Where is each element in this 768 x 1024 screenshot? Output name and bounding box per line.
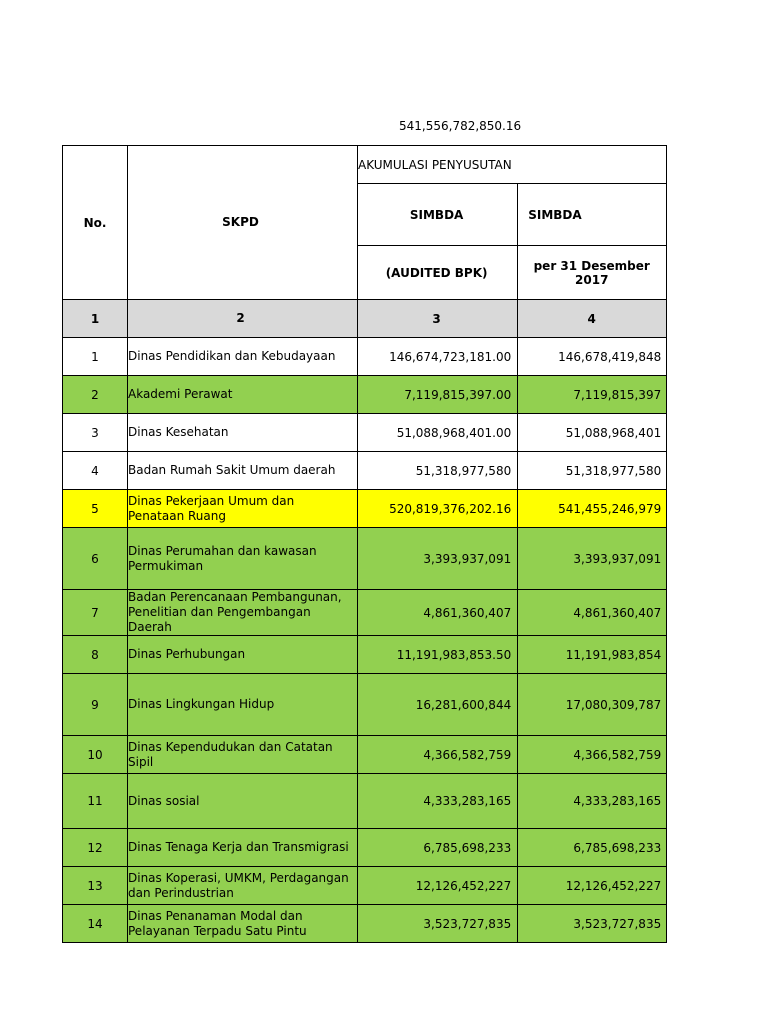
row-no: 11 [63, 774, 128, 829]
row-no: 4 [63, 452, 128, 490]
row-per2017-value: 11,191,983,854 [518, 636, 667, 674]
row-skpd: Dinas sosial [128, 774, 358, 829]
row-per2017-value: 51,088,968,401 [518, 414, 667, 452]
row-no: 2 [63, 376, 128, 414]
table-row [63, 452, 667, 490]
row-skpd: Dinas Kependudukan dan Catatan Sipil [128, 736, 358, 774]
row-skpd: Badan Perencanaan Pembangunan, Penelitian dan Pengembangan Daerah [128, 590, 358, 636]
row-per2017-value: 3,523,727,835 [518, 905, 667, 943]
column-index-row [63, 300, 667, 338]
row-no: 14 [63, 905, 128, 943]
row-per2017-value: 3,393,937,091 [518, 528, 667, 590]
row-per2017-value: 51,318,977,580 [518, 452, 667, 490]
row-no: 10 [63, 736, 128, 774]
index-cell-1: 1 [63, 300, 128, 338]
row-audited-value: 51,318,977,580 [358, 452, 518, 490]
header-col4-line2: per 31 Desember 2017 [518, 246, 667, 300]
header-col4-line1: SIMBDA [518, 184, 667, 246]
row-skpd: Dinas Pekerjaan Umum dan Penataan Ruang [128, 490, 358, 528]
index-cell-3: 3 [358, 300, 518, 338]
row-audited-value: 16,281,600,844 [358, 674, 518, 736]
index-cell-4: 4 [518, 300, 667, 338]
table-row [63, 528, 667, 590]
table-row [63, 636, 667, 674]
row-audited-value: 4,366,582,759 [358, 736, 518, 774]
table-row [63, 414, 667, 452]
row-audited-value: 520,819,376,202.16 [358, 490, 518, 528]
row-no: 9 [63, 674, 128, 736]
row-skpd: Dinas Perhubungan [128, 636, 358, 674]
row-no: 1 [63, 338, 128, 376]
row-skpd: Dinas Lingkungan Hidup [128, 674, 358, 736]
row-skpd: Dinas Perumahan dan kawasan Permukiman [128, 528, 358, 590]
depreciation-table [62, 145, 667, 943]
header-no: No. [63, 146, 128, 300]
row-audited-value: 11,191,983,853.50 [358, 636, 518, 674]
index-cell-2: 2 [128, 300, 358, 338]
row-skpd: Dinas Penanaman Modal dan Pelayanan Terpadu Satu Pintu [128, 905, 358, 943]
table-row [63, 774, 667, 829]
row-skpd: Dinas Kesehatan [128, 414, 358, 452]
header-skpd: SKPD [128, 146, 358, 300]
table-row [63, 905, 667, 943]
table-row [63, 376, 667, 414]
header-col3-line2: (AUDITED BPK) [358, 246, 518, 300]
header-group-fill [518, 146, 667, 184]
row-audited-value: 12,126,452,227 [358, 867, 518, 905]
table-row [63, 590, 667, 636]
row-no: 6 [63, 528, 128, 590]
row-per2017-value: 7,119,815,397 [518, 376, 667, 414]
row-per2017-value: 4,333,283,165 [518, 774, 667, 829]
row-audited-value: 3,523,727,835 [358, 905, 518, 943]
row-audited-value: 3,393,937,091 [358, 528, 518, 590]
header-col3-line1: SIMBDA [358, 184, 518, 246]
row-per2017-value: 17,080,309,787 [518, 674, 667, 736]
table-row [63, 674, 667, 736]
grand-total-value: 541,556,782,850.16 [399, 119, 522, 133]
row-no: 3 [63, 414, 128, 452]
row-no: 7 [63, 590, 128, 636]
row-no: 12 [63, 829, 128, 867]
row-per2017-value: 6,785,698,233 [518, 829, 667, 867]
row-skpd: Dinas Tenaga Kerja dan Transmigrasi [128, 829, 358, 867]
table-row [63, 736, 667, 774]
row-no: 13 [63, 867, 128, 905]
row-skpd: Dinas Pendidikan dan Kebudayaan [128, 338, 358, 376]
row-no: 5 [63, 490, 128, 528]
row-audited-value: 4,333,283,165 [358, 774, 518, 829]
table-row [63, 829, 667, 867]
row-skpd: Badan Rumah Sakit Umum daerah [128, 452, 358, 490]
row-skpd: Dinas Koperasi, UMKM, Perdagangan dan Perindustrian [128, 867, 358, 905]
row-audited-value: 6,785,698,233 [358, 829, 518, 867]
row-audited-value: 51,088,968,401.00 [358, 414, 518, 452]
row-per2017-value: 146,678,419,848 [518, 338, 667, 376]
row-no: 8 [63, 636, 128, 674]
row-per2017-value: 12,126,452,227 [518, 867, 667, 905]
row-per2017-value: 4,366,582,759 [518, 736, 667, 774]
row-audited-value: 146,674,723,181.00 [358, 338, 518, 376]
table-row [63, 338, 667, 376]
table-row [63, 490, 667, 528]
row-audited-value: 4,861,360,407 [358, 590, 518, 636]
row-audited-value: 7,119,815,397.00 [358, 376, 518, 414]
table-row [63, 867, 667, 905]
row-per2017-value: 541,455,246,979 [518, 490, 667, 528]
row-per2017-value: 4,861,360,407 [518, 590, 667, 636]
header-group-akumulasi: AKUMULASI PENYUSUTAN [358, 146, 518, 184]
row-skpd: Akademi Perawat [128, 376, 358, 414]
